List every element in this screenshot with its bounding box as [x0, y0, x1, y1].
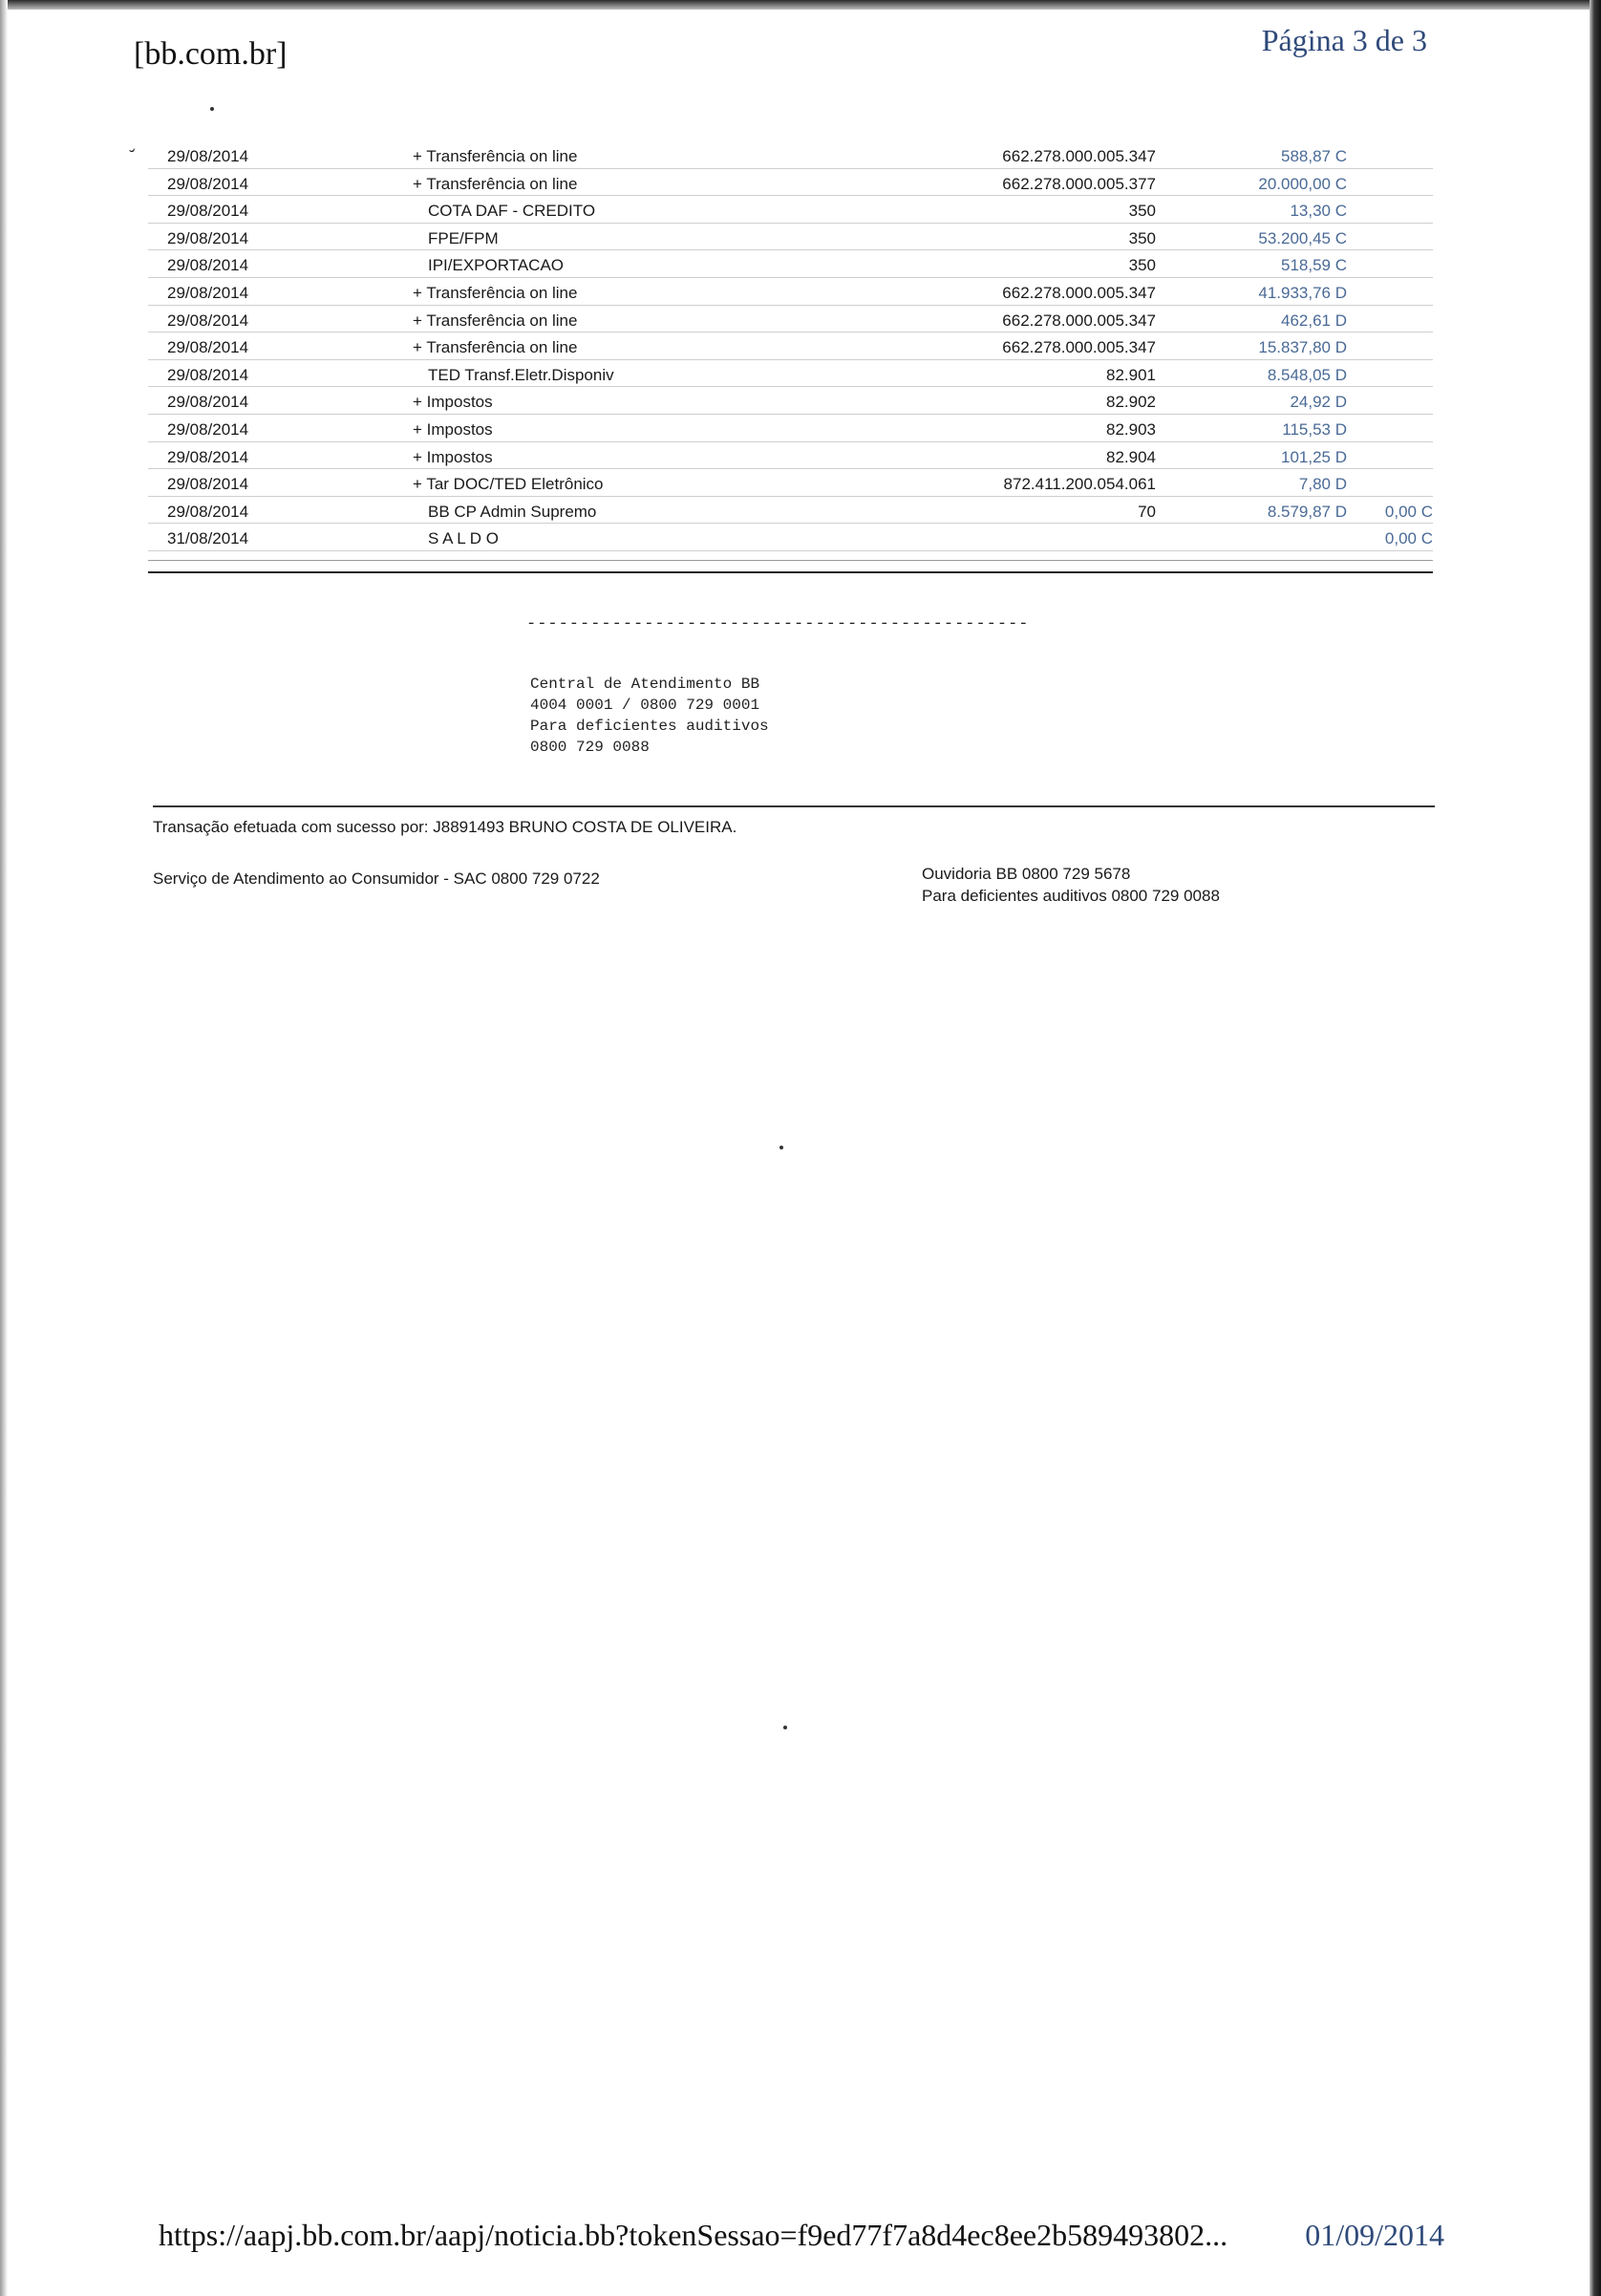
- row-description: BB CP Admin Supremo: [428, 502, 597, 521]
- row-date: 29/08/2014: [167, 202, 249, 221]
- row-value: 518,59 C: [1281, 256, 1347, 275]
- row-balance: 0,00 C: [1384, 529, 1433, 548]
- site-header: [bb.com.br]: [134, 36, 288, 72]
- ouvidoria-contact: [922, 863, 1220, 907]
- row-value: 24,92 D: [1290, 393, 1347, 412]
- row-date: 29/08/2014: [167, 311, 249, 330]
- table-row: [148, 278, 1433, 306]
- row-value: 101,25 D: [1281, 447, 1347, 466]
- row-document: 82.902: [1106, 393, 1156, 412]
- row-value: 41.933,76 D: [1258, 283, 1347, 302]
- row-value: 7,80 D: [1298, 475, 1347, 494]
- row-value: 8.548,05 D: [1267, 365, 1347, 384]
- page-number: Página 3 de 3: [1261, 23, 1427, 57]
- dashed-separator: -----------------------------------------------: [526, 615, 1030, 633]
- row-document: 350: [1128, 256, 1156, 275]
- table-row: [148, 360, 1433, 388]
- row-balance: 0,00 C: [1384, 502, 1433, 521]
- table-row: [148, 141, 1433, 169]
- row-value: 115,53 D: [1282, 419, 1347, 439]
- table-row: [148, 333, 1433, 360]
- row-value: 8.579,87 D: [1267, 502, 1347, 521]
- footer-date: 01/09/2014: [1305, 2218, 1444, 2252]
- row-document: 662.278.000.005.347: [1002, 147, 1156, 165]
- row-document: 70: [1138, 502, 1156, 521]
- table-row: [148, 306, 1433, 333]
- row-description: + Impostos: [413, 447, 493, 466]
- row-value: 462,61 D: [1281, 311, 1347, 330]
- scan-edge-left: [0, 0, 8, 2296]
- table-bottom-rule: [148, 571, 1433, 573]
- row-value: 13,30 C: [1290, 202, 1347, 221]
- row-date: 29/08/2014: [167, 475, 249, 494]
- row-document: 350: [1128, 202, 1156, 221]
- row-date: 31/08/2014: [167, 529, 249, 548]
- row-document: 662.278.000.005.377: [1002, 174, 1156, 193]
- table-row: [148, 169, 1433, 197]
- row-description: COTA DAF - CREDITO: [428, 202, 596, 221]
- central-atendimento: [530, 674, 769, 758]
- row-description: + Transferência on line: [413, 283, 578, 302]
- ouvidoria-phone: Ouvidoria BB 0800 729 5678: [922, 865, 1131, 883]
- row-value: 20.000,00 C: [1258, 174, 1347, 193]
- table-row: [148, 250, 1433, 278]
- row-description: TED Transf.Eletr.Disponiv: [428, 365, 614, 384]
- row-description: + Tar DOC/TED Eletrônico: [413, 475, 604, 494]
- row-document: 82.903: [1106, 419, 1156, 439]
- row-document: 350: [1128, 228, 1156, 247]
- central-deaf-label: Para deficientes auditivos: [530, 718, 769, 735]
- row-date: 29/08/2014: [167, 338, 249, 357]
- row-description: + Transferência on line: [413, 174, 578, 193]
- row-date: 29/08/2014: [167, 283, 249, 302]
- row-document: 82.901: [1106, 365, 1156, 384]
- scan-edge-top: [0, 0, 1601, 10]
- sac-contact: Serviço de Atendimento ao Consumidor - SAC 0800 729 0722: [153, 869, 600, 888]
- row-document: 82.904: [1106, 447, 1156, 466]
- row-date: 29/08/2014: [167, 147, 249, 165]
- table-row: [148, 469, 1433, 497]
- pen-mark-icon: ˘: [128, 145, 141, 166]
- table-row: [148, 497, 1433, 525]
- row-date: 29/08/2014: [167, 365, 249, 384]
- row-document: 662.278.000.005.347: [1002, 311, 1156, 330]
- row-value: 53.200,45 C: [1258, 228, 1347, 247]
- row-date: 29/08/2014: [167, 502, 249, 521]
- row-document: 872.411.200.054.061: [1003, 475, 1156, 494]
- transaction-rule: [153, 805, 1435, 807]
- row-date: 29/08/2014: [167, 447, 249, 466]
- row-description: + Transferência on line: [413, 147, 578, 165]
- footer-url: https://aapj.bb.com.br/aapj/noticia.bb?tokenSessao=f9ed77f7a8d4ec8ee2b589493802...: [159, 2218, 1228, 2252]
- transaction-confirmation: Transação efetuada com sucesso por: J8891493 BRUNO COSTA DE OLIVEIRA.: [153, 818, 737, 836]
- row-description: + Impostos: [413, 393, 493, 412]
- central-deaf-phone: 0800 729 0088: [530, 739, 650, 756]
- table-row: [148, 387, 1433, 415]
- scan-edge-right: [1590, 0, 1601, 2296]
- table-row: [148, 442, 1433, 470]
- row-description: IPI/EXPORTACAO: [428, 256, 565, 275]
- row-date: 29/08/2014: [167, 174, 249, 193]
- row-description: S A L D O: [428, 529, 500, 548]
- row-value: 15.837,80 D: [1258, 338, 1347, 357]
- scan-speck: [210, 107, 214, 111]
- row-value: 588,87 C: [1281, 147, 1347, 165]
- table-row: [148, 415, 1433, 442]
- row-date: 29/08/2014: [167, 393, 249, 412]
- row-date: 29/08/2014: [167, 256, 249, 275]
- row-description: + Impostos: [413, 419, 493, 439]
- table-row: [148, 224, 1433, 251]
- row-document: 662.278.000.005.347: [1002, 283, 1156, 302]
- scan-speck: [779, 1146, 783, 1149]
- table-row: [148, 524, 1433, 551]
- central-phones: 4004 0001 / 0800 729 0001: [530, 697, 760, 714]
- row-description: FPE/FPM: [428, 228, 499, 247]
- statement-table: [148, 141, 1433, 551]
- table-divider: [148, 560, 1433, 561]
- row-date: 29/08/2014: [167, 419, 249, 439]
- central-title: Central de Atendimento BB: [530, 676, 760, 693]
- row-document: 662.278.000.005.347: [1002, 338, 1156, 357]
- scan-speck: [783, 1726, 787, 1729]
- row-description: + Transferência on line: [413, 338, 578, 357]
- row-description: + Transferência on line: [413, 311, 578, 330]
- ouvidoria-deaf-phone: Para deficientes auditivos 0800 729 0088: [922, 887, 1220, 905]
- table-row: [148, 196, 1433, 224]
- row-date: 29/08/2014: [167, 228, 249, 247]
